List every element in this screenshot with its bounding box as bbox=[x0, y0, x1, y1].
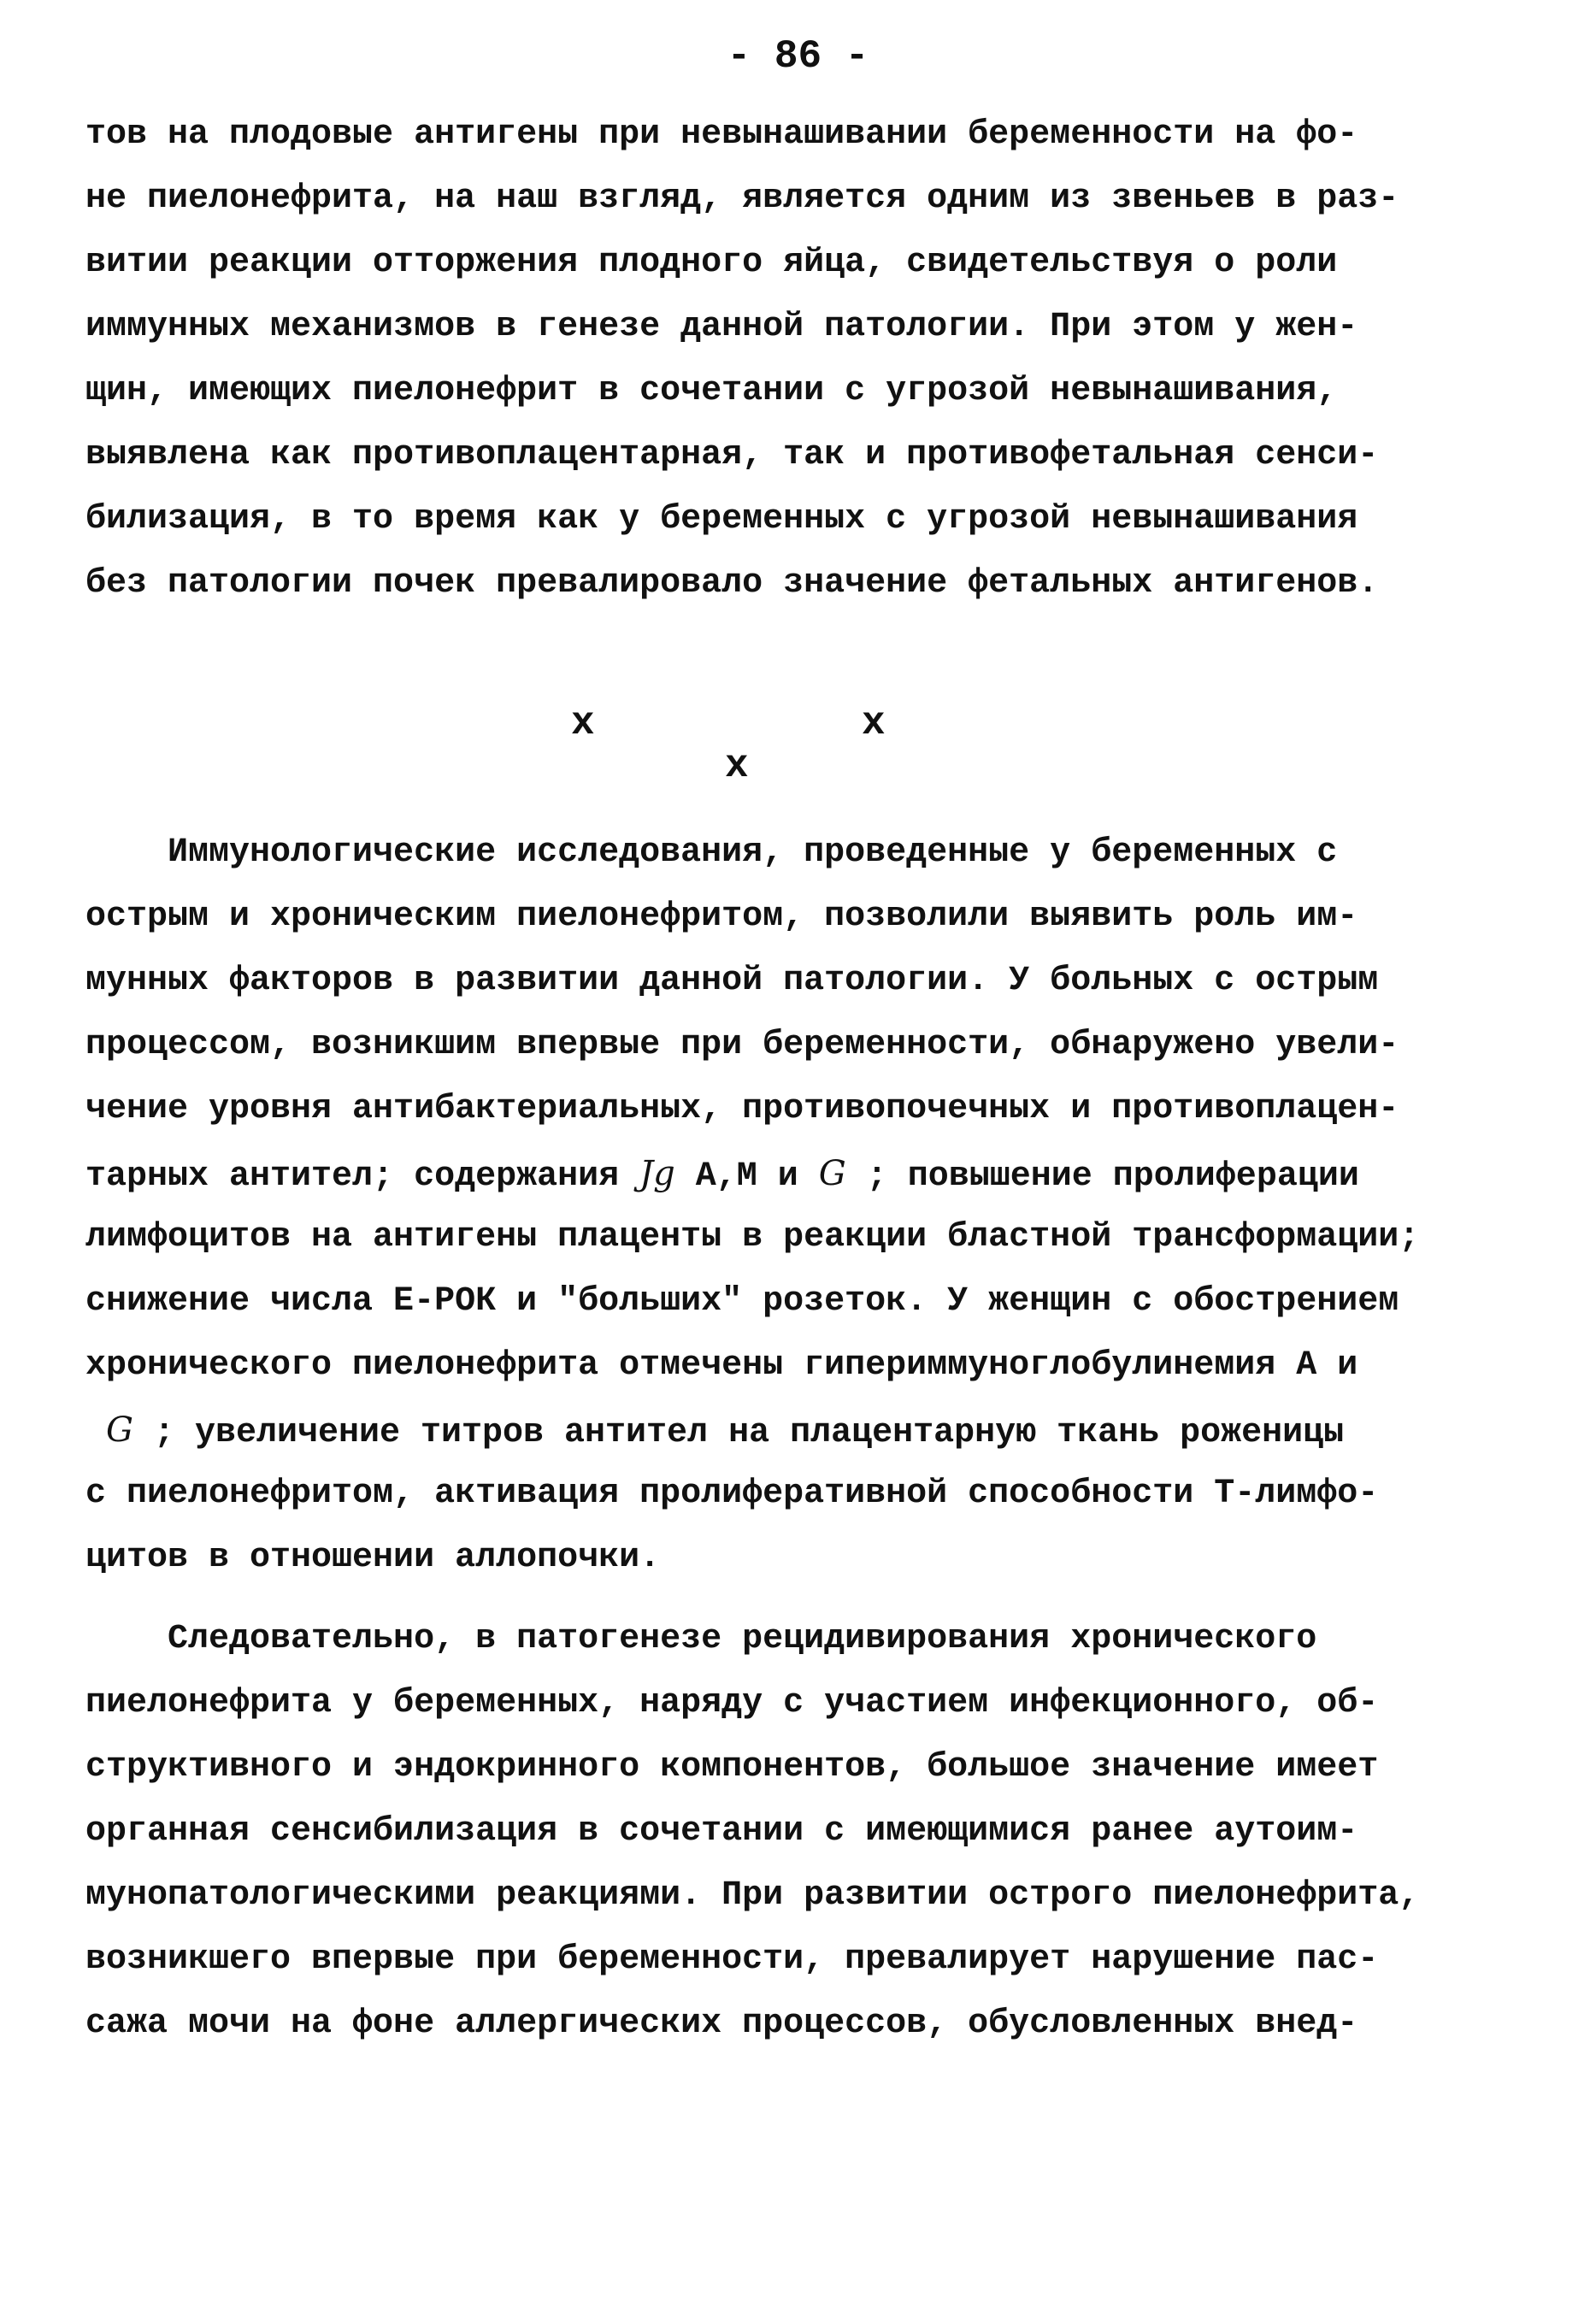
text-line: билизация, в то время как у беременных с угрозой невынашивания bbox=[85, 500, 1358, 539]
text-line: чение уровня антибактериальных, противопочечных и противоплацен- bbox=[85, 1090, 1399, 1128]
text-line: лимфоцитов на антигены плаценты в реакции бластной трансформации; bbox=[85, 1218, 1420, 1257]
text-line: сажа мочи на фоне аллергических процессов, обусловленных внед- bbox=[85, 2005, 1358, 2043]
text-line: выявлена как противоплацентарная, так и противофетальная сенси- bbox=[85, 436, 1379, 474]
text-line: не пиелонефрита, на наш взгляд, является одним из звеньев в раз- bbox=[85, 180, 1399, 218]
text-fragment: A,M и bbox=[674, 1157, 819, 1196]
text-line: Следовательно, в патогенезе рецидивирования хронического bbox=[85, 1620, 1317, 1658]
separator-mark: х bbox=[862, 701, 886, 745]
text-line: структивного и эндокринного компонентов, большое значение имеет bbox=[85, 1748, 1379, 1787]
text-line: без патологии почек превалировало значение фетальных антигенов. bbox=[85, 564, 1379, 603]
text-line: Иммунологические исследования, проведенные у беременных с bbox=[85, 833, 1338, 872]
text-fragment: ; увеличение титров антител на плацентарную ткань роженицы bbox=[133, 1414, 1345, 1452]
text-line: тов на плодовые антигены при невынашивании беременности на фо- bbox=[85, 115, 1358, 154]
text-line: возникшего впервые при беременности, превалирует нарушение пас- bbox=[85, 1940, 1379, 1979]
text-line: мунопатологическими реакциями. При развитии острого пиелонефрита, bbox=[85, 1876, 1420, 1915]
text-line bbox=[85, 1150, 1513, 1201]
text-line: хронического пиелонефрита отмечены гипериммуноглобулинемия А и bbox=[85, 1346, 1358, 1385]
text-line: витии реакции отторжения плодного яйца, свидетельствуя о роли bbox=[85, 244, 1338, 282]
text-line: снижение числа Е-РОК и "больших" розеток. У женщин с обострением bbox=[85, 1282, 1399, 1321]
text-line: цитов в отношении аллопочки. bbox=[85, 1539, 661, 1577]
text-line: органная сенсибилизация в сочетании с имеющимися ранее аутоим- bbox=[85, 1812, 1358, 1851]
text-line: щин, имеющих пиелонефрит в сочетании с угрозой невынашивания, bbox=[85, 372, 1338, 410]
immunoglobulin-symbol: Jg bbox=[639, 1154, 675, 1193]
immunoglobulin-symbol: G bbox=[106, 1410, 133, 1450]
text-fragment: ; повышение пролиферации bbox=[845, 1157, 1359, 1196]
text-line: с пиелонефритом, активация пролиферативной способности Т-лимфо- bbox=[85, 1475, 1379, 1513]
text-line: процессом, возникшим впервые при беременности, обнаружено увели- bbox=[85, 1026, 1399, 1064]
text-line: пиелонефрита у беременных, наряду с участием инфекционного, об- bbox=[85, 1684, 1379, 1722]
text-line: иммунных механизмов в генезе данной патологии. При этом у жен- bbox=[85, 308, 1358, 346]
text-line: острым и хроническим пиелонефритом, позволили выявить роль им- bbox=[85, 898, 1358, 936]
text-fragment: тарных антител; содержания bbox=[85, 1157, 640, 1196]
page-number: - 86 - bbox=[727, 34, 869, 79]
separator-mark: х bbox=[725, 744, 749, 788]
immunoglobulin-symbol: G bbox=[818, 1154, 846, 1193]
text-line: мунных факторов в развитии данной патологии. У больных с острым bbox=[85, 962, 1379, 1000]
text-line bbox=[85, 1406, 1513, 1457]
separator-mark: х bbox=[571, 701, 595, 745]
